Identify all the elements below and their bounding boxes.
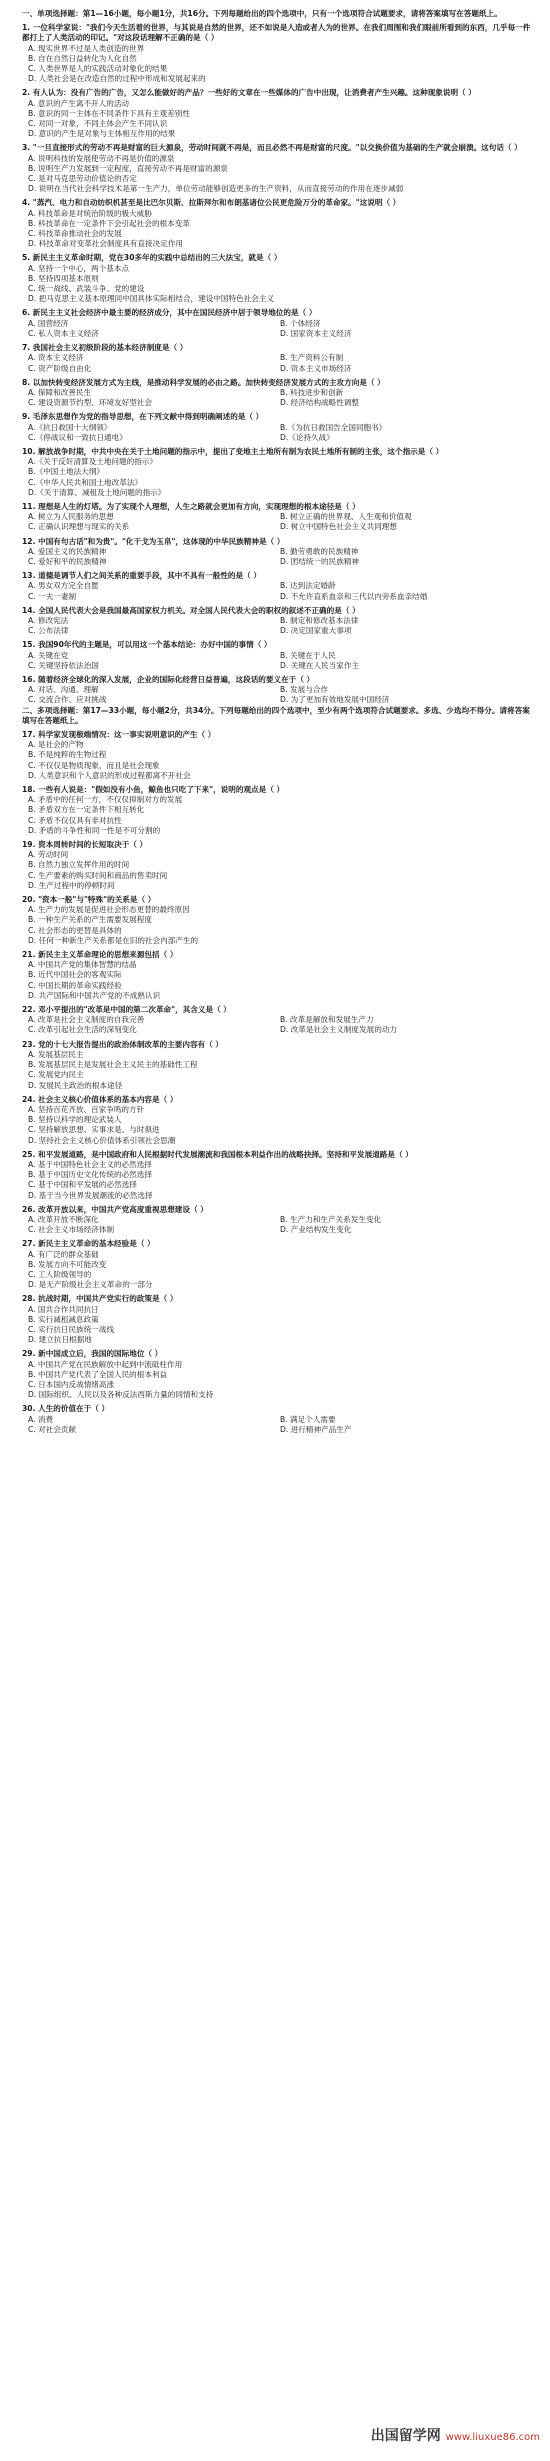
answer-option: C. 对社会贡献 — [28, 1424, 77, 1434]
answer-option: A. 坚持一个中心，两个基本点 — [28, 263, 130, 273]
question — [22, 1040, 532, 1091]
question — [22, 378, 532, 409]
answer-option: A. 树立为人民服务的思想 — [28, 512, 114, 522]
question — [22, 143, 532, 194]
question-stem: 16. 随着经济全球化的深入发展，企业的国际化经营日益普遍，这段话的要义在于（ ） — [22, 674, 315, 684]
question-stem: 15. 我国90年代的主题是，可以用这一个基本结论：办好中国的事情（ ） — [22, 640, 272, 650]
answer-option: D.《论持久战》 — [280, 432, 334, 442]
question-stem: 7. 我国社会主义初级阶段的基本经济制度是（ ） — [22, 343, 188, 353]
answer-option: D. 改革是社会主义制度发展的动力 — [280, 1025, 397, 1035]
answer-option: C. 矛盾不仅仅具有非对抗性 — [28, 815, 122, 825]
answer-option: A. 有广泛的群众基础 — [28, 1249, 99, 1259]
question — [22, 1095, 532, 1146]
answer-option: B. 满足个人需要 — [280, 1414, 336, 1424]
answer-option: D. 决定国家重大事项 — [280, 626, 352, 636]
answer-option: A. 说明科技的发展使劳动不再是价值的源泉 — [28, 153, 175, 163]
question — [22, 23, 532, 84]
option-list — [28, 1105, 532, 1146]
answer-option: B. 个体经济 — [280, 318, 321, 328]
exam-section — [22, 9, 532, 706]
answer-option: D. 是无产阶级社会主义革命的一部分 — [28, 1280, 153, 1290]
answer-option: A. 改革是社会主义制度的自我完善 — [28, 1015, 145, 1025]
option-list — [28, 44, 532, 85]
watermark-brand: 出国留学网 — [370, 2428, 441, 2444]
option-list — [28, 388, 532, 408]
answer-option: C.《停战议和一致抗日通电》 — [28, 432, 127, 442]
question — [22, 88, 532, 139]
answer-option: D. 把马克思主义基本原理同中国具体实际相结合，建设中国特色社会主义 — [28, 294, 275, 304]
question-stem: 27. 新民主主义革命的基本经验是（ ） — [22, 1239, 155, 1249]
question-stem: 5. 新民主主义革命时期，党在30多年的实践中总结出的三大法宝，就是（ ） — [22, 253, 282, 263]
answer-option: A. 坚持百花齐放、百家争鸣的方针 — [28, 1104, 145, 1114]
question-stem: 19. 资本周转时间的长短取决于（ ） — [22, 840, 148, 850]
option-list — [28, 1160, 532, 1201]
question-stem: 8. 以加快转变经济发展方式为主线，是推动科学发展的必由之路。加快转变经济发展方式的主攻方向是（ ） — [22, 377, 385, 387]
answer-option: D. 意识的产生是对象与主体相互作用的结果 — [28, 129, 176, 139]
question — [22, 308, 532, 339]
question-stem: 20. "资本一般"与"特殊"的关系是（ ） — [22, 895, 156, 905]
answer-option: D. 人类社会是在改造自然的过程中形成和发展起来的 — [28, 74, 206, 84]
question-stem: 12. 中国有句古话"和为贵"。"化干戈为玉帛"，这体现的中华民族精神是（ ） — [22, 536, 285, 546]
option-list — [28, 547, 532, 567]
answer-option: C. 交流合作、应对挑战 — [28, 695, 107, 705]
question — [22, 447, 532, 498]
answer-option: D. 产业结构发生变化 — [280, 1225, 352, 1235]
question-stem: 21. 新民主主义革命理论的思想来源包括（ ） — [22, 950, 178, 960]
answer-option: A. 资本主义经济 — [28, 353, 84, 363]
option-list — [28, 685, 532, 705]
answer-option: B. 制定和修改基本法律 — [280, 615, 359, 625]
answer-option: C. 工人阶级领导的 — [28, 1269, 92, 1279]
question — [22, 1239, 532, 1290]
answer-option: D. 团结统一的民族精神 — [280, 556, 360, 566]
answer-option: C. 中国长期的革命实践经验 — [28, 980, 122, 990]
question — [22, 1205, 532, 1236]
answer-option: D. 树立中国特色社会主义共同理想 — [280, 522, 397, 532]
answer-option: B.《为抗日救国告全国同胞书》 — [280, 422, 387, 432]
question — [22, 730, 532, 781]
question-stem: 29. 新中国成立后，我国的国际地位（ ） — [22, 1349, 163, 1359]
answer-option: A. 国共合作共同抗日 — [28, 1304, 99, 1314]
question-stem: 24. 社会主义核心价值体系的基本内容是（ ） — [22, 1094, 178, 1104]
answer-option: A. 基于中国特色社会主义的必然选择 — [28, 1159, 152, 1169]
option-list — [28, 960, 532, 1001]
answer-option: C. 发展党内民主 — [28, 1070, 84, 1080]
answer-option: A. 是社会的产物 — [28, 740, 84, 750]
question — [22, 606, 532, 637]
option-list — [28, 319, 532, 339]
question-stem: 17. 科学家发现极端情况：这一事实说明意识的产生（ ） — [22, 730, 216, 739]
question — [22, 840, 532, 891]
answer-option: B. 改革是解放和发展生产力 — [280, 1015, 374, 1025]
answer-option: A.《关于反奸清算及土地问题的指示》 — [28, 457, 157, 467]
question-stem: 14. 全国人民代表大会是我国最高国家权力机关。对全国人民代表大会的职权的叙述不正确的是（ ） — [22, 605, 360, 615]
option-list — [28, 1050, 532, 1091]
answer-option: B. 发展方向不可能改变 — [28, 1259, 107, 1269]
answer-option: A. 爱国主义的民族精神 — [28, 546, 107, 556]
answer-option: A. 劳动时间 — [28, 850, 69, 860]
answer-option: B. 近代中国社会的客观实际 — [28, 970, 122, 980]
answer-option: D. 国际组织、人民以及各种反法西斯力量的同情和支持 — [28, 1390, 214, 1400]
option-list — [28, 1305, 532, 1346]
answer-option: B. 生产资料公有制 — [280, 353, 344, 363]
exam-document — [22, 9, 532, 1435]
answer-option: A. 对话、沟通、理解 — [28, 685, 99, 695]
answer-option: D. 矛盾的斗争性和同一性是不可分割的 — [28, 825, 161, 835]
question — [22, 502, 532, 533]
question — [22, 198, 532, 249]
option-list — [28, 209, 532, 250]
question-stem: 11. 理想是人生的灯塔。为了实现个人理想，人生之路就会更加有方向，实现理想的根本途径是（ ） — [22, 501, 360, 511]
answer-option: C. 对同一对象，不同主体会产生不同认识 — [28, 119, 168, 129]
question-stem: 22. 邓小平提出的"改革是中国的第二次革命"，其含义是（ ） — [22, 1005, 231, 1015]
question-stem: 25. 和平发展道路，是中国政府和人民根据时代发展潮流和我国根本利益作出的战略抉择。坚持和平发展道路是（ ） — [22, 1149, 413, 1159]
option-list — [28, 905, 532, 946]
answer-option: A. 生产力的发展是促进社会形态更替的最终原因 — [28, 905, 190, 915]
option-list — [28, 353, 532, 373]
answer-option: B. 勤劳勇敢的民族精神 — [280, 546, 359, 556]
answer-option: D. 基于当今世界发展潮流的必然选择 — [28, 1190, 153, 1200]
answer-option: B. 坚持四项基本原则 — [28, 273, 99, 283]
answer-option: C. 生产要素的购买时间和商品的售卖时间 — [28, 870, 168, 880]
answer-option: C. 公布法律 — [28, 626, 69, 636]
answer-option: A. 国营经济 — [28, 318, 69, 328]
question-stem: 9. 毛泽东思想作为党的指导思想，在下列文献中得到明确阐述的是（ ） — [22, 412, 264, 422]
answer-option: B. 中国共产党代表了全国人民的根本利益 — [28, 1369, 168, 1379]
answer-option: B. 矛盾双方在一定条件下相互转化 — [28, 805, 145, 815]
answer-option: B. 发展基层民主是发展社会主义民主的基础性工程 — [28, 1060, 198, 1070]
answer-option: B. 一种生产关系的产生需要发展程度 — [28, 915, 152, 925]
option-list — [28, 795, 532, 836]
question — [22, 675, 532, 706]
option-list — [28, 616, 532, 636]
option-list — [28, 457, 532, 498]
answer-option: A. 现实世界不过是人类创造的世界 — [28, 43, 145, 53]
option-list — [28, 581, 532, 601]
answer-option: B. 意识的同一主体在不同条件下具有主观差别性 — [28, 108, 190, 118]
answer-option: B. 基于中国历史文化传统的必然选择 — [28, 1170, 152, 1180]
option-list — [28, 423, 532, 443]
question-stem: 1. 一位科学家说："我们今天生活着的世界，与其说是自然的世界，还不如说是人造或者人为的世界。在我们周围和我们眼前所看到的东西，几乎每一件都打上了人类活动的印记。"对这段话理解不正确的是（ ） — [22, 23, 531, 43]
exam-section — [22, 706, 532, 1435]
answer-option: C. 私人资本主义经济 — [28, 328, 99, 338]
question — [22, 895, 532, 946]
answer-option: C. 统一战线、武装斗争、党的建设 — [28, 284, 145, 294]
question — [22, 412, 532, 443]
question — [22, 1404, 532, 1435]
section-title: 一、单项选择题：第1—16小题，每小题1分，共16分。下列每题给出的四个选项中，只有一个选项符合试题要求，请将答案填写在答题纸上。 — [22, 9, 502, 18]
question — [22, 253, 532, 304]
answer-option: D. 为了更加有效地发展中国经济 — [280, 695, 390, 705]
answer-option: D. 共产国际和中国共产党的不成熟认识 — [28, 990, 161, 1000]
option-list — [28, 512, 532, 532]
answer-option: A. 意识的产生离不开人的活动 — [28, 98, 130, 108]
answer-option: B. 发展与合作 — [280, 685, 329, 695]
answer-option: C. 社会形态的更替是具体的 — [28, 925, 122, 935]
answer-option: A. 矛盾中的任何一方，不仅仅抑制对方的发展 — [28, 795, 183, 805]
answer-option: B. 生产力和生产关系发生变化 — [280, 1214, 382, 1224]
answer-option: D. 不允许直系血亲和三代以内旁系血亲结婚 — [280, 591, 428, 601]
answer-option: D.《关于清算、减租及土地问题的指示》 — [28, 487, 166, 497]
answer-option: D. 进行精神产品生产 — [280, 1424, 352, 1434]
question — [22, 1150, 532, 1201]
question — [22, 1294, 532, 1345]
answer-option: C. 建设资源节约型、环境友好型社会 — [28, 398, 153, 408]
question-stem: 6. 新民主主义社会经济中最主要的经济成分，其中在国民经济中居于领导地位的是（ ） — [22, 308, 317, 318]
answer-option: A. 中国共产党在民族解放中起到中流砥柱作用 — [28, 1359, 183, 1369]
answer-option: C. 不仅仅是物质现象，而且是社会现象 — [28, 760, 160, 770]
question-stem: 18. 一些有人说是："假如没有小鱼，鲸鱼也只吃了下来"，说明的观点是（ ） — [22, 785, 285, 795]
answer-option: D. 关键在人民当家作主 — [280, 660, 360, 670]
question — [22, 343, 532, 374]
answer-option: A. 中国共产党的集体智慧的结晶 — [28, 960, 137, 970]
answer-option: B. 达到法定婚龄 — [280, 581, 336, 591]
option-list — [28, 154, 532, 195]
answer-option: C. 改革引起社会生活的深刻变化 — [28, 1025, 137, 1035]
answer-option: C. 是对马克思劳动价值论的否定 — [28, 174, 137, 184]
option-list — [28, 1415, 532, 1435]
answer-option: A. 改革开放不断深化 — [28, 1214, 99, 1224]
option-list — [28, 651, 532, 671]
answer-option: B. 坚持以科学的理论武装人 — [28, 1115, 122, 1125]
answer-option: D. 资本主义市场经济 — [280, 363, 352, 373]
answer-option: A.《抗日救国十大纲领》 — [28, 422, 112, 432]
answer-option: A. 关键在党 — [28, 650, 69, 660]
option-list — [28, 1015, 532, 1035]
answer-option: B. 关键在于人民 — [280, 650, 336, 660]
answer-option: C. 坚持解放思想、实事求是、与时俱进 — [28, 1125, 160, 1135]
question — [22, 785, 532, 836]
answer-option: D. 任何一种新生产关系都是在旧的社会内部产生的 — [28, 935, 199, 945]
answer-option: B.《中国土地法大纲》 — [28, 467, 104, 477]
answer-option: D. 坚持社会主义核心价值体系引领社会思潮 — [28, 1135, 176, 1145]
answer-option: A. 保障和改善民生 — [28, 387, 92, 397]
answer-option: B. 科技进步和创新 — [280, 387, 344, 397]
answer-option: B. 树立正确的世界观、人生观和价值观 — [280, 512, 412, 522]
answer-option: D. 国家资本主义经济 — [280, 328, 352, 338]
answer-option: C. 实行抗日民族统一战线 — [28, 1324, 115, 1334]
answer-option: C. 资产阶级自由化 — [28, 363, 92, 373]
watermark-url: www.liuxue86.com — [445, 2432, 540, 2443]
answer-option: B. 不是纯粹的生物过程 — [28, 750, 107, 760]
answer-option: D. 建立抗日根据地 — [28, 1335, 92, 1345]
answer-option: D. 人类意识和个人意识的形成过程都离不开社会 — [28, 770, 191, 780]
answer-option: C. 一夫一妻制 — [28, 591, 77, 601]
answer-option: C.《中华人民共和国土地改革法》 — [28, 477, 143, 487]
answer-option: C. 正确认识理想与现实的关系 — [28, 522, 130, 532]
question-stem: 4. "蒸汽、电力和自动纺织机甚至是比巴尔贝斯、拉斯拜尔和布朗基诸位公民更危险万分的革命家。"这说明（ ） — [22, 198, 401, 208]
question-stem: 26. 改革开放以来，中国共产党高度重视思想建设（ ） — [22, 1204, 208, 1214]
question — [22, 571, 532, 602]
option-list — [28, 264, 532, 305]
question — [22, 1005, 532, 1036]
answer-option: D. 科技革命对变革社会制度具有直接决定作用 — [28, 239, 183, 249]
question — [22, 1349, 532, 1400]
watermark — [370, 2428, 540, 2444]
answer-option: C. 社会主义市场经济体制 — [28, 1225, 115, 1235]
answer-option: A. 消费 — [28, 1414, 54, 1424]
answer-option: A. 男女双方完全自愿 — [28, 581, 99, 591]
option-list — [28, 1215, 532, 1235]
option-list — [28, 99, 532, 140]
question-stem: 2. 有人认为：没有广告的广告，又怎么能做好的产品？一些好的文章在一些媒体的广告中出现，让消费者产生兴趣。这种现象说明（ ） — [22, 88, 476, 98]
section-title: 二、多项选择题：第17—33小题，每小题2分，共34分。下列每题给出的四个选项中，至少有两个选项符合试题要求。多选、少选均不得分。请将答案填写在答题纸上。 — [22, 705, 530, 725]
answer-option: C. 人类世界是人的实践活动对象化的结果 — [28, 64, 168, 74]
answer-option: B. 自在自然日益转化为人化自然 — [28, 53, 137, 63]
answer-option: D. 说明在当代社会科学技术是第一生产力，单位劳动能够创造更多的生产资料，从而直接劳动的作用在逐步减弱 — [28, 184, 404, 194]
question-stem: 23. 党的十七大报告提出的政治体制改革的主要内容有（ ） — [22, 1039, 223, 1049]
question-stem: 3. "一旦直接形式的劳动不再是财富的巨大源泉，劳动时间就不再是，而且必然不再是财富的尺度。"以交换价值为基础的生产就会崩溃。这句话（ ） — [22, 143, 522, 153]
option-list — [28, 850, 532, 891]
question — [22, 640, 532, 671]
answer-option: A. 科技革命是对统治阶级的极大威胁 — [28, 208, 152, 218]
answer-option: A. 发展基层民主 — [28, 1049, 84, 1059]
answer-option: D. 经济结构战略性调整 — [280, 398, 360, 408]
answer-option: C. 爱好和平的民族精神 — [28, 556, 107, 566]
answer-option: B. 说明生产力发展到一定程度，直接劳动不再是财富的源泉 — [28, 163, 228, 173]
answer-option: D. 生产过程中的停顿时间 — [28, 880, 115, 890]
answer-option: B. 科技革命在一定条件下会引起社会的根本变革 — [28, 218, 190, 228]
question-stem: 13. 道德是调节人们之间关系的重要手段，其中不具有一般性的是（ ） — [22, 571, 261, 581]
answer-option: C. 基于中国和平发展的必然选择 — [28, 1180, 137, 1190]
option-list — [28, 1250, 532, 1291]
question-stem: 30. 人生的价值在于（ ） — [22, 1404, 110, 1414]
answer-option: C. 科技革命推动社会的发展 — [28, 229, 122, 239]
question — [22, 950, 532, 1001]
answer-option: C. 关键坚持依法治国 — [28, 660, 99, 670]
answer-option: D. 发展民主政治的根本途径 — [28, 1080, 123, 1090]
answer-option: C. 日本国内反战情绪高涨 — [28, 1379, 115, 1389]
answer-option: A. 修改宪法 — [28, 615, 69, 625]
question-stem: 10. 解放战争时期，中共中央在关于土地问题的指示中，提出了变地主土地所有制为农民土地所有制的主张，这个指示是（ ） — [22, 446, 444, 456]
answer-option: B. 实行减租减息政策 — [28, 1314, 99, 1324]
answer-option: B. 自然力独立发挥作用的时间 — [28, 860, 130, 870]
option-list — [28, 740, 532, 781]
question-stem: 28. 抗战时期，中国共产党实行的政策是（ ） — [22, 1294, 178, 1304]
question — [22, 537, 532, 568]
option-list — [28, 1360, 532, 1401]
